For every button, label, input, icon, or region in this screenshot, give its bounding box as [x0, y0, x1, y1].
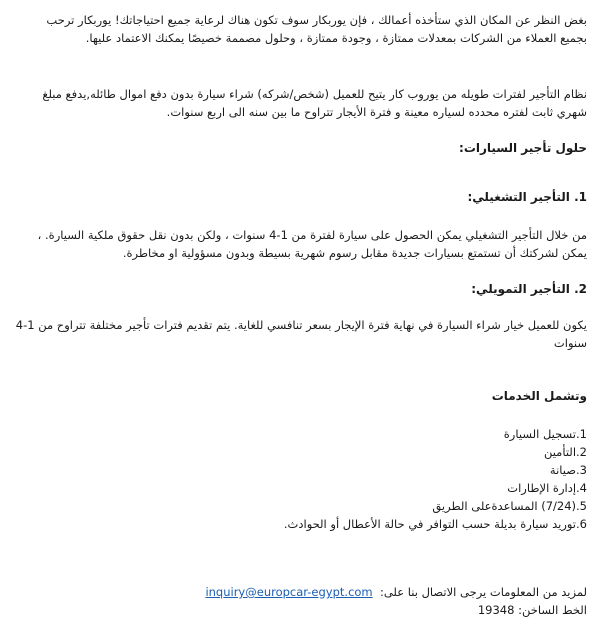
operating-line-1: من خلال التأجير التشغيلي يمكن الحصول على سيارة لفترة من 1-4 سنوات ، ولكن بدون نقل حقوق ملكية السيارة. ، — [37, 228, 587, 242]
solutions-heading-block — [14, 139, 587, 157]
list-item-label: صيانة — [549, 463, 577, 477]
operating-line-2: يمكن لشركتك أن تستمتع بسيارات جديدة مقابل رسوم شهرية بسيطة وبدون مسؤولية او مخاطرة. — [122, 246, 587, 260]
operating-lease-body — [14, 226, 587, 262]
intro-line-1: بغض النظر عن المكان الذي ستأخذه أعمالك ، فإن يوربكار سوف تكون هناك لرعاية جميع احتياجاتك! يوربكار ترحب — [46, 13, 587, 27]
list-item-number: 6. — [576, 517, 587, 531]
list-item-label: إدارة الإطارات — [507, 481, 577, 495]
list-item — [14, 515, 587, 533]
operating-lease-heading: 1. التأجير التشغيلي: — [467, 190, 587, 204]
leasing-line-1: نظام التأجير لفترات طويله من يوروب كار يتيح للعميل (شخص/شركه) شراء سيارة بدون دفع اموال طائله,يدفع مبلغ — [42, 87, 587, 101]
list-item-label: (7/24) المساعدةعلى الطريق — [432, 499, 577, 513]
hotline-line — [14, 601, 587, 619]
list-item-label: توريد سيارة بديلة حسب التوافر في حالة الأعطال أو الحوادث. — [283, 517, 577, 531]
list-item — [14, 443, 587, 461]
finance-lease-section — [14, 280, 587, 298]
list-item-label: التأمين — [543, 445, 577, 459]
leasing-line-2: شهري ثابت لفتره محدده لسياره معينة و فترة الأيجار تتراوح ما بين سنه الى اربع سنوات. — [166, 105, 587, 119]
list-item-number: 5. — [576, 499, 587, 513]
solutions-heading: حلول تأجير السيارات: — [459, 141, 587, 155]
list-item-number: 2. — [576, 445, 587, 459]
list-item — [14, 425, 587, 443]
list-item-number: 4. — [576, 481, 587, 495]
finance-line-1: يكون للعميل خيار شراء السيارة في نهاية فترة الإيجار بسعر تنافسي للغاية. يتم تقديم فترات تأجير مختلفة تتراوح من 1-4 — [15, 318, 587, 332]
list-item-label: تسجيل السيارة — [503, 427, 577, 441]
services-heading-block — [14, 387, 587, 405]
intro-paragraph — [14, 11, 587, 47]
list-item-number: 3. — [576, 463, 587, 477]
list-item — [14, 497, 587, 515]
hotline-number: 19348 — [477, 603, 515, 617]
finance-line-2: سنوات — [553, 336, 587, 350]
finance-lease-body — [14, 316, 587, 352]
contact-text: لمزيد من المعلومات يرجى الاتصال بنا على: — [379, 585, 587, 599]
contact-block — [14, 583, 587, 619]
contact-email-link[interactable]: inquiry@europcar-egypt.com — [205, 585, 373, 599]
intro-line-2: بجميع العملاء من الشركات بمعدلات ممتازة ، وجودة ممتازة ، وحلول مصممة خصيصًا يمكنك الاعتماد عليها. — [85, 31, 587, 45]
services-heading: وتشمل الخدمات — [491, 389, 587, 403]
list-item — [14, 461, 587, 479]
list-item-number: 1. — [576, 427, 587, 441]
contact-line — [14, 583, 587, 601]
services-list — [14, 425, 587, 533]
leasing-paragraph — [14, 85, 587, 121]
operating-lease-section — [14, 188, 587, 206]
hotline-label: الخط الساخن: — [518, 603, 587, 617]
finance-lease-heading: 2. التأجير التمويلي: — [471, 282, 587, 296]
list-item — [14, 479, 587, 497]
